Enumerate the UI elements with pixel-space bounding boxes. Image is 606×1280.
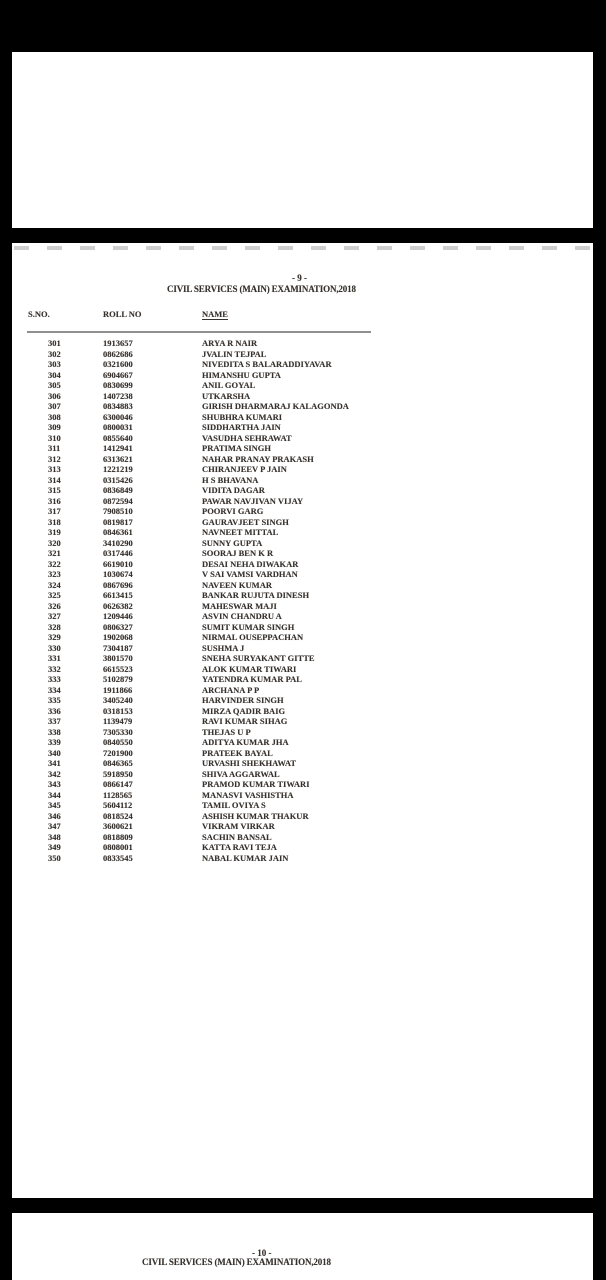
cell-roll: 0819817 — [103, 516, 133, 527]
table-row — [12, 790, 593, 801]
cell-name: SUSHMA J — [202, 642, 245, 653]
cell-roll: 0867696 — [103, 579, 133, 590]
cell-sno: 339 — [48, 737, 61, 747]
cell-roll: 0818809 — [103, 831, 133, 842]
cell-sno: 318 — [48, 516, 61, 527]
cell-name: DESAI NEHA DIWAKAR — [202, 558, 299, 569]
page-number: - 10 - — [252, 1248, 272, 1258]
cell-roll: 6300046 — [103, 411, 133, 422]
cell-name: THEJAS U P — [202, 726, 251, 737]
cell-roll: 0866147 — [103, 779, 133, 789]
cell-name: SHUBHRA KUMARI — [202, 411, 283, 422]
cell-name: NIVEDITA S BALARADDIYAVAR — [202, 359, 332, 369]
table-row — [12, 832, 593, 843]
table-row — [12, 779, 593, 790]
cell-sno: 349 — [48, 842, 61, 852]
cell-roll: 0834883 — [103, 401, 133, 411]
cell-roll: 3410290 — [103, 537, 133, 548]
cell-name: MAHESWAR MAJI — [202, 600, 277, 611]
table-row — [12, 601, 593, 612]
table-row — [12, 538, 593, 549]
cell-sno: 328 — [48, 621, 61, 632]
cell-name: SOORAJ BEN K R — [202, 548, 274, 558]
cell-roll: 0846361 — [103, 527, 133, 537]
cell-roll: 7304187 — [103, 642, 133, 653]
cell-roll: 1209446 — [103, 611, 133, 621]
table-row — [12, 727, 593, 738]
table-row — [12, 695, 593, 706]
table-row — [12, 412, 593, 423]
cell-roll: 3801570 — [103, 653, 133, 663]
cell-roll: 1911866 — [103, 684, 133, 695]
table-row — [12, 811, 593, 822]
cell-roll: 0806327 — [103, 621, 133, 632]
page-title: CIVIL SERVICES (MAIN) EXAMINATION,2018 — [167, 284, 356, 294]
cell-name: POORVI GARG — [202, 506, 264, 516]
cell-name: V SAI VAMSI VARDHAN — [202, 569, 298, 579]
cell-name: SIDDHARTHA JAIN — [202, 422, 281, 432]
column-header-roll: ROLL NO — [103, 309, 142, 319]
cell-name: H S BHAVANA — [202, 474, 259, 485]
cell-name: SUNNY GUPTA — [202, 537, 263, 548]
cell-name: MIRZA QADIR BAIG — [202, 705, 286, 716]
cell-sno: 317 — [48, 506, 61, 516]
cell-sno: 332 — [48, 663, 61, 674]
cell-sno: 322 — [48, 558, 61, 569]
page-9 — [12, 243, 593, 1198]
table-row — [12, 391, 593, 402]
page-8-bottom-blank — [12, 52, 593, 228]
cell-sno: 305 — [48, 380, 61, 390]
table-row — [12, 359, 593, 370]
table-row — [12, 716, 593, 727]
table-row — [12, 821, 593, 832]
cell-sno: 304 — [48, 369, 61, 380]
cell-name: PRATIMA SINGH — [202, 443, 272, 453]
cell-roll: 5604112 — [103, 800, 133, 810]
cell-name: MANASVI VASHISTHA — [202, 789, 294, 800]
cell-roll: 6615523 — [103, 663, 133, 674]
table-row — [12, 643, 593, 654]
cell-roll: 5102879 — [103, 674, 133, 684]
cell-sno: 342 — [48, 768, 61, 779]
cell-name: VIKRAM VIRKAR — [202, 821, 275, 831]
cell-sno: 315 — [48, 485, 61, 495]
cell-sno: 308 — [48, 411, 61, 422]
table-row — [12, 349, 593, 360]
cell-name: ALOK KUMAR TIWARI — [202, 663, 297, 674]
table-row — [12, 706, 593, 717]
page-scan-edge — [14, 246, 591, 250]
cell-roll: 1221219 — [103, 464, 133, 474]
cell-sno: 350 — [48, 852, 61, 863]
cell-roll: 0800031 — [103, 422, 133, 432]
table-row — [12, 611, 593, 622]
cell-sno: 324 — [48, 579, 61, 590]
table-row — [12, 758, 593, 769]
page-number: - 9 - — [292, 273, 307, 283]
cell-sno: 323 — [48, 569, 61, 579]
cell-roll: 7201900 — [103, 747, 133, 758]
table-row — [12, 622, 593, 633]
cell-sno: 343 — [48, 779, 61, 789]
cell-name: PRAMOD KUMAR TIWARI — [202, 779, 310, 789]
table-row — [12, 842, 593, 853]
cell-name: SNEHA SURYAKANT GITTE — [202, 653, 315, 663]
cell-roll: 0840550 — [103, 737, 133, 747]
cell-sno: 336 — [48, 705, 61, 716]
cell-roll: 5918950 — [103, 768, 133, 779]
cell-sno: 333 — [48, 674, 61, 684]
table-row — [12, 380, 593, 391]
cell-roll: 0855640 — [103, 432, 133, 443]
cell-name: NAVEEN KUMAR — [202, 579, 272, 590]
cell-name: ARCHANA P P — [202, 684, 260, 695]
cell-sno: 348 — [48, 831, 61, 842]
cell-name: RAVI KUMAR SIHAG — [202, 716, 288, 726]
cell-name: UTKARSHA — [202, 390, 251, 401]
table-row — [12, 748, 593, 759]
cell-name: YATENDRA KUMAR PAL — [202, 674, 302, 684]
cell-name: HIMANSHU GUPTA — [202, 369, 281, 380]
cell-roll: 1139479 — [103, 716, 133, 726]
cell-roll: 1128565 — [103, 789, 133, 800]
cell-sno: 347 — [48, 821, 61, 831]
cell-sno: 327 — [48, 611, 61, 621]
cell-sno: 346 — [48, 810, 61, 821]
table-row — [12, 559, 593, 570]
cell-sno: 302 — [48, 348, 61, 359]
table-row — [12, 580, 593, 591]
cell-sno: 341 — [48, 758, 61, 768]
cell-name: JVALIN TEJPAL — [202, 348, 267, 359]
cell-roll: 0626382 — [103, 600, 133, 611]
page-10-top — [12, 1213, 593, 1280]
cell-name: NAVNEET MITTAL — [202, 527, 279, 537]
cell-sno: 330 — [48, 642, 61, 653]
cell-name: ARYA R NAIR — [202, 338, 258, 348]
cell-roll: 1407238 — [103, 390, 133, 401]
cell-roll: 0818524 — [103, 810, 133, 821]
cell-sno: 316 — [48, 495, 61, 506]
cell-sno: 345 — [48, 800, 61, 810]
cell-name: NAHAR PRANAY PRAKASH — [202, 453, 314, 464]
cell-name: VIDITA DAGAR — [202, 485, 265, 495]
cell-name: SHIVA AGGARWAL — [202, 768, 280, 779]
table-row — [12, 496, 593, 507]
column-header-name: NAME — [202, 309, 228, 319]
cell-roll: 0315426 — [103, 474, 133, 485]
cell-sno: 334 — [48, 684, 61, 695]
cell-sno: 331 — [48, 653, 61, 663]
candidate-table — [12, 338, 593, 863]
cell-sno: 311 — [48, 443, 61, 453]
header-rule — [27, 331, 371, 333]
cell-roll: 1030674 — [103, 569, 133, 579]
cell-sno: 320 — [48, 537, 61, 548]
cell-name: URVASHI SHEKHAWAT — [202, 758, 297, 768]
table-row — [12, 454, 593, 465]
cell-sno: 301 — [48, 338, 61, 348]
cell-roll: 1902068 — [103, 632, 133, 642]
table-row — [12, 664, 593, 675]
cell-sno: 329 — [48, 632, 61, 642]
cell-sno: 310 — [48, 432, 61, 443]
cell-sno: 335 — [48, 695, 61, 705]
cell-roll: 0872594 — [103, 495, 133, 506]
table-row — [12, 443, 593, 454]
cell-roll: 0862686 — [103, 348, 133, 359]
table-row — [12, 674, 593, 685]
table-row — [12, 422, 593, 433]
cell-roll: 7908510 — [103, 506, 133, 516]
cell-name: TAMIL OVIYA S — [202, 800, 266, 810]
cell-sno: 307 — [48, 401, 61, 411]
table-row — [12, 737, 593, 748]
cell-sno: 321 — [48, 548, 61, 558]
cell-roll: 0833545 — [103, 852, 133, 863]
cell-sno: 337 — [48, 716, 61, 726]
cell-sno: 340 — [48, 747, 61, 758]
table-row — [12, 370, 593, 381]
cell-name: GAURAVJEET SINGH — [202, 516, 289, 527]
cell-roll: 7305330 — [103, 726, 133, 737]
cell-sno: 325 — [48, 590, 61, 600]
cell-sno: 338 — [48, 726, 61, 737]
cell-name: PAWAR NAVJIVAN VIJAY — [202, 495, 304, 506]
table-row — [12, 653, 593, 664]
table-row — [12, 464, 593, 475]
cell-roll: 0317446 — [103, 548, 133, 558]
cell-roll: 0318153 — [103, 705, 133, 716]
cell-name: VASUDHA SEHRAWAT — [202, 432, 292, 443]
column-header-sno: S.NO. — [28, 309, 50, 319]
cell-roll: 1412941 — [103, 443, 133, 453]
cell-roll: 3405240 — [103, 695, 133, 705]
cell-name: ANIL GOYAL — [202, 380, 256, 390]
table-row — [12, 590, 593, 601]
cell-name: ADITYA KUMAR JHA — [202, 737, 289, 747]
cell-name: SACHIN BANSAL — [202, 831, 272, 842]
table-row — [12, 853, 593, 864]
cell-sno: 303 — [48, 359, 61, 369]
cell-sno: 306 — [48, 390, 61, 401]
cell-name: NIRMAL OUSEPPACHAN — [202, 632, 304, 642]
cell-name: NABAL KUMAR JAIN — [202, 852, 289, 863]
cell-roll: 0830699 — [103, 380, 133, 390]
cell-roll: 0321600 — [103, 359, 133, 369]
cell-roll: 6904667 — [103, 369, 133, 380]
cell-name: GIRISH DHARMARAJ KALAGONDA — [202, 401, 349, 411]
table-row — [12, 800, 593, 811]
cell-name: SUMIT KUMAR SINGH — [202, 621, 295, 632]
table-row — [12, 527, 593, 538]
cell-roll: 3600621 — [103, 821, 133, 831]
table-row — [12, 485, 593, 496]
table-row — [12, 517, 593, 528]
cell-name: BANKAR RUJUTA DINESH — [202, 590, 310, 600]
cell-name: HARVINDER SINGH — [202, 695, 284, 705]
cell-sno: 326 — [48, 600, 61, 611]
cell-roll: 1913657 — [103, 338, 133, 348]
table-row — [12, 548, 593, 559]
cell-roll: 6619010 — [103, 558, 133, 569]
cell-roll: 6613415 — [103, 590, 133, 600]
cell-name: ASVIN CHANDRU A — [202, 611, 282, 621]
cell-roll: 0836849 — [103, 485, 133, 495]
cell-sno: 312 — [48, 453, 61, 464]
table-row — [12, 401, 593, 412]
cell-roll: 0808001 — [103, 842, 133, 852]
cell-sno: 309 — [48, 422, 61, 432]
cell-name: ASHISH KUMAR THAKUR — [202, 810, 309, 821]
page-title: CIVIL SERVICES (MAIN) EXAMINATION,2018 — [142, 1257, 331, 1267]
cell-roll: 6313621 — [103, 453, 133, 464]
cell-sno: 314 — [48, 474, 61, 485]
table-row — [12, 769, 593, 780]
cell-sno: 313 — [48, 464, 61, 474]
cell-name: PRATEEK BAYAL — [202, 747, 273, 758]
cell-sno: 344 — [48, 789, 61, 800]
table-row — [12, 632, 593, 643]
cell-name: CHIRANJEEV P JAIN — [202, 464, 287, 474]
table-row — [12, 475, 593, 486]
table-row — [12, 338, 593, 349]
cell-roll: 0846365 — [103, 758, 133, 768]
cell-name: KATTA RAVI TEJA — [202, 842, 277, 852]
table-row — [12, 433, 593, 444]
cell-sno: 319 — [48, 527, 61, 537]
table-row — [12, 685, 593, 696]
table-row — [12, 569, 593, 580]
table-row — [12, 506, 593, 517]
